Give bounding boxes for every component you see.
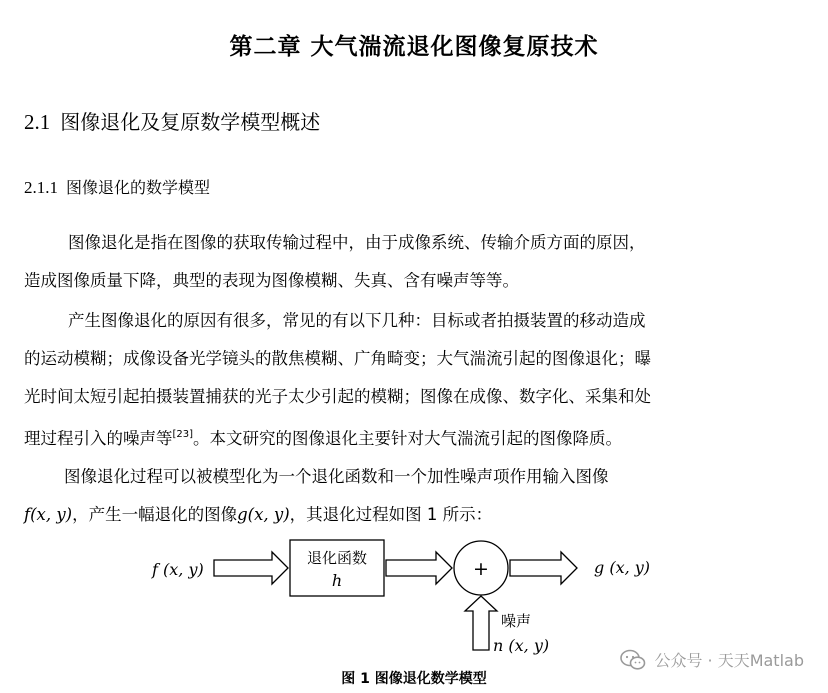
paragraph-line: 图像退化过程可以被模型化为一个退化函数和一个加性噪声项作用输入图像 [64,467,609,486]
adder-symbol: + [473,558,489,580]
watermark-text: 公众号 · 天天Matlab [654,651,804,670]
paragraph-1 [24,224,784,300]
input-arrow [214,552,288,584]
math-g: g(x, y) [237,505,290,524]
watermark [620,648,804,671]
subsection-heading [24,175,210,198]
paragraph-text: ，其退化过程如图 1 所示： [289,505,493,524]
middle-arrow [386,552,452,584]
section-number: 2.1 [24,110,51,134]
output-arrow [510,552,577,584]
section-heading [24,106,320,135]
chapter-title: 第二章 大气湍流退化图像复原技术 [229,34,599,60]
box-label-h: h [331,571,343,590]
citation-ref[interactable]: [23] [172,429,194,440]
paragraph-text: 。本文研究的图像退化主要针对大气湍流引起的图像降质。 [193,429,623,448]
paragraph-line [24,416,784,458]
subsection-number: 2.1.1 [24,178,58,197]
paragraph-line: 产生图像退化的原因有很多，常见的有以下几种：目标或者拍摄装置的移动造成 [68,311,646,330]
output-label: g (x, y) [594,558,651,577]
section-title: 图像退化及复原数学模型概述 [60,110,321,134]
subsection-title: 图像退化的数学模型 [66,178,211,197]
paragraph-line: 的运动模糊；成像设备光学镜头的散焦模糊、广角畸变；大气湍流引起的图像退化；曝 [24,349,651,368]
paragraph-line: 图像退化是指在图像的获取传输过程中，由于成像系统、传输介质方面的原因， [68,233,646,252]
paragraph-line: 造成图像质量下降，典型的表现为图像模糊、失真、含有噪声等等。 [24,271,519,290]
paragraph-line: 光时间太短引起拍摄装置捕获的光子太少引起的模糊；图像在成像、数字化、采集和处 [24,387,651,406]
paragraph-3 [24,458,784,534]
paragraph-text: ，产生一幅退化的图像 [72,505,238,524]
paragraph-line [24,496,784,534]
wechat-icon [620,649,646,671]
math-f: f(x, y) [24,505,73,524]
box-label: 退化函数 [306,549,368,567]
figure-caption: 图 1 图像退化数学模型 [341,671,487,687]
paragraph-2 [24,302,784,458]
input-label: f (x, y) [152,560,204,579]
noise-function-label: n (x, y) [493,636,550,655]
noise-label: 噪声 [501,612,532,630]
paragraph-text: 理过程引入的噪声等 [24,429,173,448]
